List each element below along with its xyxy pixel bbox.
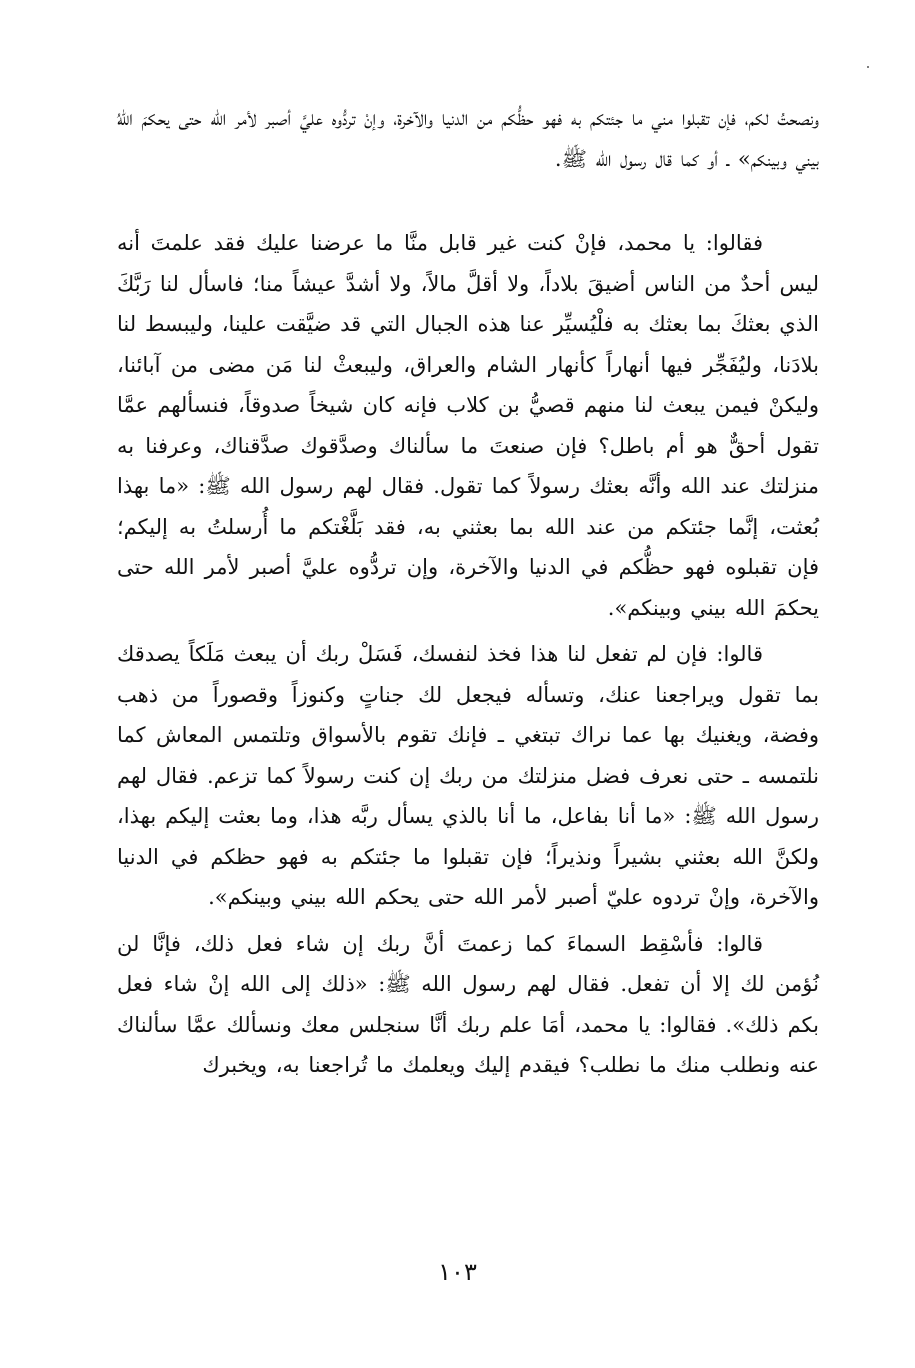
paragraph-3: قالوا: فإن لم تفعل لنا هذا فخذ لنفسك، فَسَلْ ربك أن يبعث مَلَكاً يصدقك بما تقول ويراجعنا عنك، وتسأله فيجعل لك جناتٍ وكنوزاً وقصوراً من ذهب وفضة، ويغنيك بها عما نراك تبتغي ـ فإنك تقوم بالأسواق وتلتمس المعاش كما نلتمسه ـ حتى نعرف فضل منزلتك من ربك إن كنت رسولاً كما تزعم. فقال لهم رسول الله ﷺ: «ما أنا بفاعل، ما أنا بالذي يسأل ربَّه هذا، وما بعثت إليكم بهذا، ولكنَّ الله بعثني بشيراً ونذيراً؛ فإن تقبلوا ما جئتكم به فهو حظكم في الدنيا والآخرة، وإنْ تردوه عليّ أصبر لأمر الله حتى يحكم الله بيني وبينكم». (117, 642, 819, 909)
scan-speck (867, 66, 869, 68)
paragraph-2: فقالوا: يا محمد، فإنْ كنت غير قابل منَّا ما عرضنا عليك فقد علمتَ أنه ليس أحدٌ من الناس أضيقَ بلاداً، ولا أقلَّ مالاً، ولا أشدَّ عيشاً منا؛ فاسأل لنا رَبَّكَ الذي بعثكَ بما بعثك به فلْيُسيِّر عنا هذه الجبال التي قد ضيَّقت علينا، وليبسط لنا بلادَنا، وليُفَجِّر فيها أنهاراً كأنهار الشام والعراق، وليبعثْ لنا مَن مضى من آبائنا، وليكنْ فيمن يبعث لنا منهم قصيُّ بن كلاب فإنه كان شيخاً صدوقاً، فنسألهم عمَّا تقول أحقٌّ هو أم باطل؟ فإن صنعتَ ما سألناك وصدَّقوك صدَّقناك، وعرفنا به منزلتك عند الله وأنَّه بعثك رسولاً كما تقول. فقال لهم رسول الله ﷺ: «ما بهذا بُعثت، إنَّما جئتكم من عند الله بما بعثني به، فقد بَلَّغْتكم ما أُرسلتُ به إليكم؛ فإن تقبلوه فهو حظُّكم في الدنيا والآخرة، وإن تردُّوه عليَّ أصبر لأمر الله حتى يحكمَ الله بيني وبينكم». (117, 231, 819, 620)
page-number: ١٠٣ (438, 1258, 477, 1286)
page-body (117, 98, 819, 1086)
paragraph-1: ونصحتُ لكم، فإن تقبلوا مني ما جئتكم به فهو حظُّكم من الدنيا والآخرة، وإنْ تردُّوه عليَّ أصبر لأمر الله حتى يحكمَ اللهُ بيني وبينكم» ـ أو كما قال رسول الله ﷺ. (117, 106, 820, 171)
paragraph-4: قالوا: فأسْقِط السماءَ كما زعمتَ أنَّ ربك إن شاء فعل ذلك، فإنَّا لن نُؤمن لك إلا أن تفعل. فقال لهم رسول الله ﷺ: «ذلك إلى الله إنْ شاء فعل بكم ذلك». فقالوا: يا محمد، أمَا علم ربك أنَّا سنجلس معك ونسألك عمَّا سألناك عنه ونطلب منك ما نطلب؟ فيقدم إليك ويعلمك ما تُراجعنا به، ويخبرك (117, 931, 819, 1077)
